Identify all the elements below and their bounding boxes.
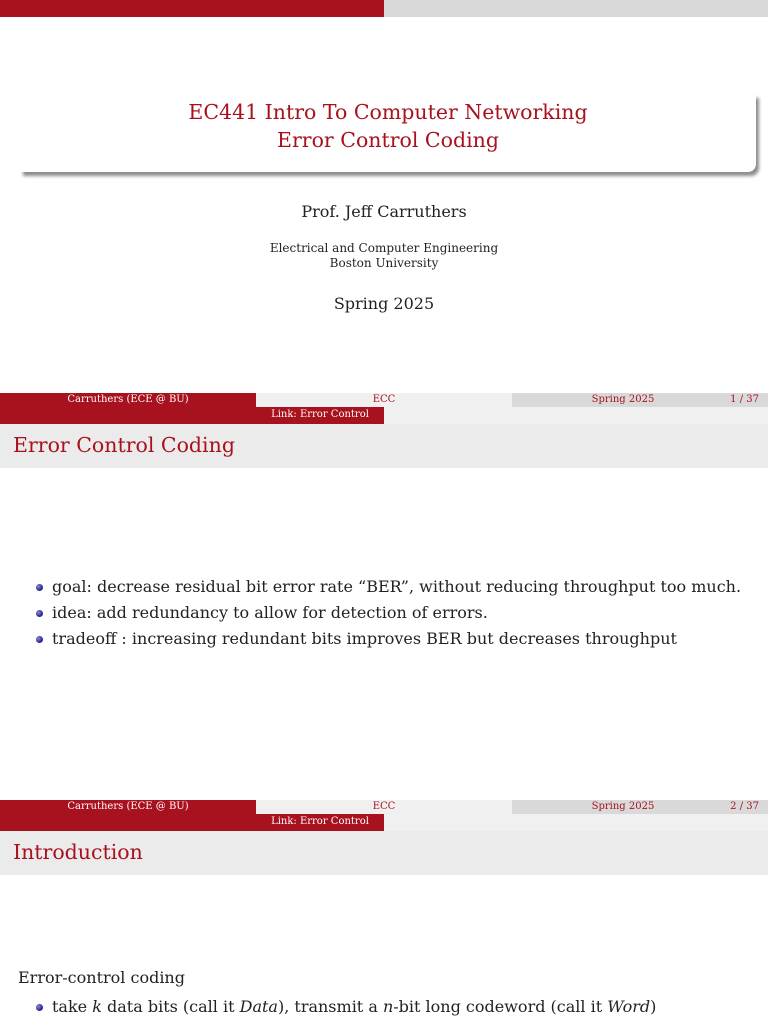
title-box — [20, 94, 756, 172]
math-n: n — [382, 997, 394, 1016]
footer-date-block — [512, 393, 768, 407]
footer-author: Carruthers (ECE @ BU) — [0, 393, 256, 407]
affiliation-university: Boston University — [329, 256, 439, 270]
bullet-icon — [36, 610, 43, 617]
footer-sub-right — [384, 814, 768, 831]
bullet-text: goal: decrease residual bit error rate “BER”, without reducing throughput too much. — [52, 577, 742, 596]
list-item — [0, 600, 741, 626]
text-run: ), transmit a — [277, 997, 383, 1016]
slide-footer — [0, 800, 768, 831]
footer-sub-left — [0, 407, 256, 424]
bullet-icon — [36, 584, 43, 591]
text-run: ) — [650, 997, 657, 1016]
math-k: k — [92, 997, 102, 1016]
footer-short-title: ECC — [256, 800, 512, 814]
frame-title-bar — [0, 424, 768, 468]
bullet-text: idea: add redundancy to allow for detection of errors. — [52, 603, 488, 622]
bullet-icon — [36, 636, 43, 643]
bullet-text: tradeoff : increasing redundant bits improves BER but decreases throughput — [52, 629, 677, 648]
author-name: Prof. Jeff Carruthers — [301, 202, 467, 221]
footer-date: Spring 2025 — [591, 394, 655, 405]
frame-title-bar — [0, 831, 768, 875]
bullet-list — [0, 574, 741, 652]
list-item — [0, 574, 741, 600]
list-item — [0, 626, 741, 652]
text-run: take — [52, 997, 93, 1016]
progress-bar — [0, 0, 768, 17]
presentation-title: EC441 Intro To Computer Networking — [188, 100, 588, 124]
footer-sub-right — [384, 407, 768, 424]
frame-title: Error Control Coding — [13, 433, 235, 457]
text-run: data bits (call it — [101, 997, 240, 1016]
footer-sub-left — [0, 814, 256, 831]
footer-date-block — [512, 800, 768, 814]
math-data: Data — [239, 997, 278, 1016]
presentation-subtitle: Error Control Coding — [277, 128, 499, 152]
progress-bar-fill — [0, 0, 384, 17]
footer-section-link[interactable]: Link: Error Control — [256, 814, 384, 831]
bullet-list — [0, 994, 656, 1020]
slide-footer — [0, 393, 768, 424]
footer-author: Carruthers (ECE @ BU) — [0, 800, 256, 814]
footer-page-number: 2 / 37 — [730, 801, 759, 812]
math-word: Word — [607, 997, 651, 1016]
affiliation-department: Electrical and Computer Engineering — [269, 241, 499, 255]
footer-short-title: ECC — [256, 393, 512, 407]
footer-page-number: 1 / 37 — [730, 394, 759, 405]
footer-section-link[interactable]: Link: Error Control — [256, 407, 384, 424]
bullet-icon — [36, 1004, 43, 1011]
bullet-text — [52, 997, 656, 1016]
intro-text: Error-control coding — [18, 968, 185, 987]
list-item — [0, 994, 656, 1020]
presentation-date: Spring 2025 — [333, 294, 435, 313]
text-run: -bit long codeword (call it — [393, 997, 608, 1016]
frame-title: Introduction — [13, 840, 143, 864]
footer-date: Spring 2025 — [591, 801, 655, 812]
